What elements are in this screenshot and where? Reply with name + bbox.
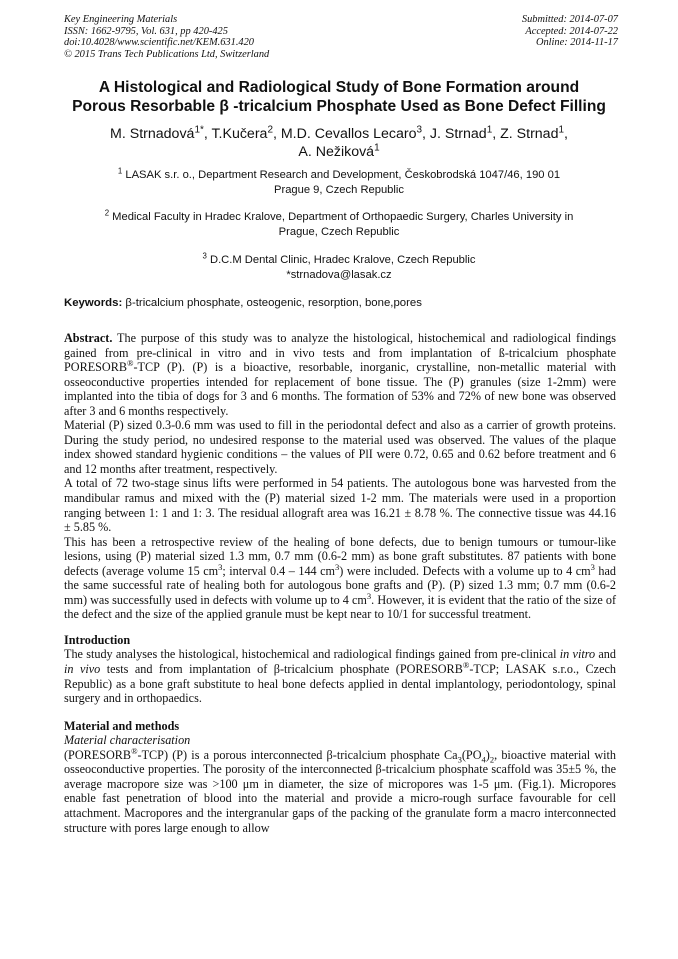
author-name: , Z. Strnad: [492, 126, 559, 142]
affiliation-1: [60, 168, 618, 197]
affiliation-text: LASAK s.r. o., Department Research and Development, Českobrodská 1047/46, 190 01: [122, 169, 561, 181]
abstract-text: -TCP (P). (P) is a bioactive, resorbable, inorganic, crystalline, non-metallic material with osseoconductive properties intended for replacement of bone tissue. The (P) granules (size 1-2mm) were implanted into the tibia of dogs for 3 and 6 months. The formation of 53% and 72% of new bone was observed after 3 and 6 months respectively.: [64, 360, 616, 418]
author-list: [40, 125, 638, 161]
methods-subheading: Material characterisation: [64, 733, 191, 748]
author-sup: 1: [374, 142, 380, 154]
intro-text: -TCP; LASAK s.r.o., Czech Republic) as a bone graft substitute to heal bone defects applied in dental implantology, periodontology, spinal surgery and in orthopaedics.: [64, 662, 616, 706]
methods-text: (PORESORB: [64, 747, 132, 762]
intro-text: tests and from implantation of β-tricalcium phosphate (PORESORB: [100, 662, 463, 677]
paper-body: [64, 331, 616, 835]
intro-text: and: [595, 647, 616, 662]
abstract-label: Abstract.: [64, 331, 113, 345]
journal-doi: doi:10.4028/www.scientific.net/KEM.631.420: [64, 37, 254, 49]
author-sup: 1: [486, 124, 493, 136]
introduction-heading: Introduction: [64, 632, 131, 647]
registered-mark: ®: [462, 659, 470, 670]
abstract-text: ) were included. Defects with a volume up to 4 cm: [339, 563, 591, 578]
author-name: , T.Kučera: [203, 126, 268, 142]
methods-paragraph: [64, 745, 617, 835]
affiliation-sup: 2: [104, 208, 110, 218]
author-sep: ,: [564, 126, 568, 142]
journal-name: Key Engineering Materials: [64, 14, 178, 25]
abstract-text: . However, it is evident that the ratio of the size of the defect and the size of the applied granule must be kept near to 10/1 for successful treatment.: [64, 592, 617, 622]
abstract-text: This has been a retrospective review of the healing of bone defects, due to benign tumours or tumour-like lesions, using (P) material sized 1.3 mm, 0.7 mm (0.6-2 mm) as bone graft substitutes. 87 patients with bone defects (average volume 15 cm: [64, 534, 616, 578]
author-name: , M.D. Cevallos Lecaro: [272, 126, 417, 142]
keywords: [64, 296, 620, 310]
intro-text: The study analyses the histological, histochemical and radiological findings gained from pre-clinical: [64, 647, 560, 662]
affiliation-sup: 1: [117, 166, 123, 176]
affiliation-sup: 3: [202, 251, 207, 261]
superscript: 3: [218, 561, 223, 572]
affiliation-text: D.C.M Dental Clinic, Hradec Kralove, Czech Republic: [206, 254, 476, 266]
methods-heading: Material and methods: [64, 718, 180, 733]
abstract-paragraph-2: Material (P) sized 0.3-0.6 mm was used to fill in the periodontal defect and also as a carrier of growth proteins. During the study period, no undesired response to the material used was observed. The values of the plaque index showed standard hygienic conditions – the values of PlI were 0.72, 0.65 and 0.62 before treatment and 6 and 12 months after treatment, respectively.: [64, 418, 616, 476]
affiliation-2: [60, 210, 618, 239]
keywords-label: Keywords:: [64, 297, 123, 309]
intro-text-italic: in vitro: [559, 647, 596, 662]
author-name: , J. Strnad: [422, 126, 487, 142]
corresponding-email: *strnadova@lasak.cz: [286, 268, 392, 281]
abstract-text: had the same successful rate of healing both for autologous bone grafts and (P). (P) sized 1.3 mm; 0.7 mm (0.6-2 mm) was successfully used in defects with volume up to 4 cm: [64, 563, 616, 607]
title-line-2: Porous Resorbable β -tricalcium Phosphate Used as Bone Defect Filling: [72, 98, 606, 115]
registered-mark: ®: [131, 745, 138, 756]
subscript: 4: [481, 754, 486, 765]
author-sup: 1: [558, 124, 564, 136]
registered-mark: ®: [127, 358, 134, 369]
author-name: A. Nežiková: [298, 144, 375, 160]
journal-issn: ISSN: 1662-9795, Vol. 631, pp 420-425: [64, 25, 228, 37]
keywords-text: β-tricalcium phosphate, osteogenic, resorption, bone,pores: [122, 297, 422, 309]
abstract-paragraph-3: A total of 72 two-stage sinus lifts were performed in 54 patients. The autologous bone was harvested from the mandibular ramus and mixed with the (P) material sized 1-2 mm. The materials were used in a proportion ranging between 1: 1 and 1: 3. The residual allograft area was 16.21 ± 8.78 %. The connective tissue was 44.16 ± 5.85 %.: [64, 476, 616, 535]
dates-header: [522, 14, 618, 49]
journal-copyright: © 2015 Trans Tech Publications Ltd, Switzerland: [64, 48, 270, 60]
superscript: 3: [590, 561, 595, 572]
author-sup: 3: [416, 124, 423, 136]
abstract-paragraph-1: [64, 331, 616, 418]
affiliation-text: Prague, Czech Republic: [278, 225, 400, 238]
subscript: 3: [457, 754, 462, 765]
methods-text: -TCP) (P) is a porous interconnected β-tricalcium phosphate Ca: [137, 747, 458, 762]
author-name: M. Strnadová: [110, 126, 195, 142]
date-online: Online: 2014-11-17: [535, 37, 618, 49]
methods-text: , bioactive material with osseoconductive properties. The porosity of the interconnected β-tricalcium phosphate scaffold was 35±5 %, the average macropore size was >100 μm in diameter, the size of micropores was 1-5 μm. (Fig.1). Micropores enable fast penetration of blood into the material and provide a micro-rough surface favourable for cell attachment. Macropores and the intergranular gaps of the packing of the granulate form a macro interconnected structure with pores large enough to allow: [64, 747, 617, 835]
affiliation-text: Prague 9, Czech Republic: [274, 183, 404, 196]
subscript: 2: [489, 754, 495, 765]
affiliation-3: [60, 253, 618, 282]
abstract-text: The purpose of this study was to analyze the histological, histochemical and radiological findings gained from pre-clinical in vitro and in vivo tests and from implantation of ß-tricalcium phosphate PORESORB: [64, 331, 616, 375]
superscript: 3: [366, 590, 372, 601]
methods-text: ): [485, 747, 490, 762]
affiliation-text: Medical Faculty in Hradec Kralove, Department of Orthopaedic Surgery, Charles University in: [109, 211, 574, 223]
superscript: 3: [335, 561, 340, 572]
date-submitted: Submitted: 2014-07-07: [521, 14, 618, 25]
date-accepted: Accepted: 2014-07-22: [525, 25, 618, 37]
abstract-text: ; interval 0.4 – 144 cm: [222, 563, 336, 578]
methods-text: (PO: [461, 747, 482, 762]
intro-text-italic: in vivo: [64, 662, 101, 677]
author-sup: 2: [267, 124, 273, 136]
journal-header: [64, 14, 269, 60]
paper-title: [40, 78, 638, 116]
author-sup: 1*: [194, 124, 204, 136]
introduction-paragraph: [64, 647, 616, 705]
abstract-paragraph-4: [64, 535, 616, 622]
title-line-1: A Histological and Radiological Study of Bone Formation around: [98, 79, 580, 96]
